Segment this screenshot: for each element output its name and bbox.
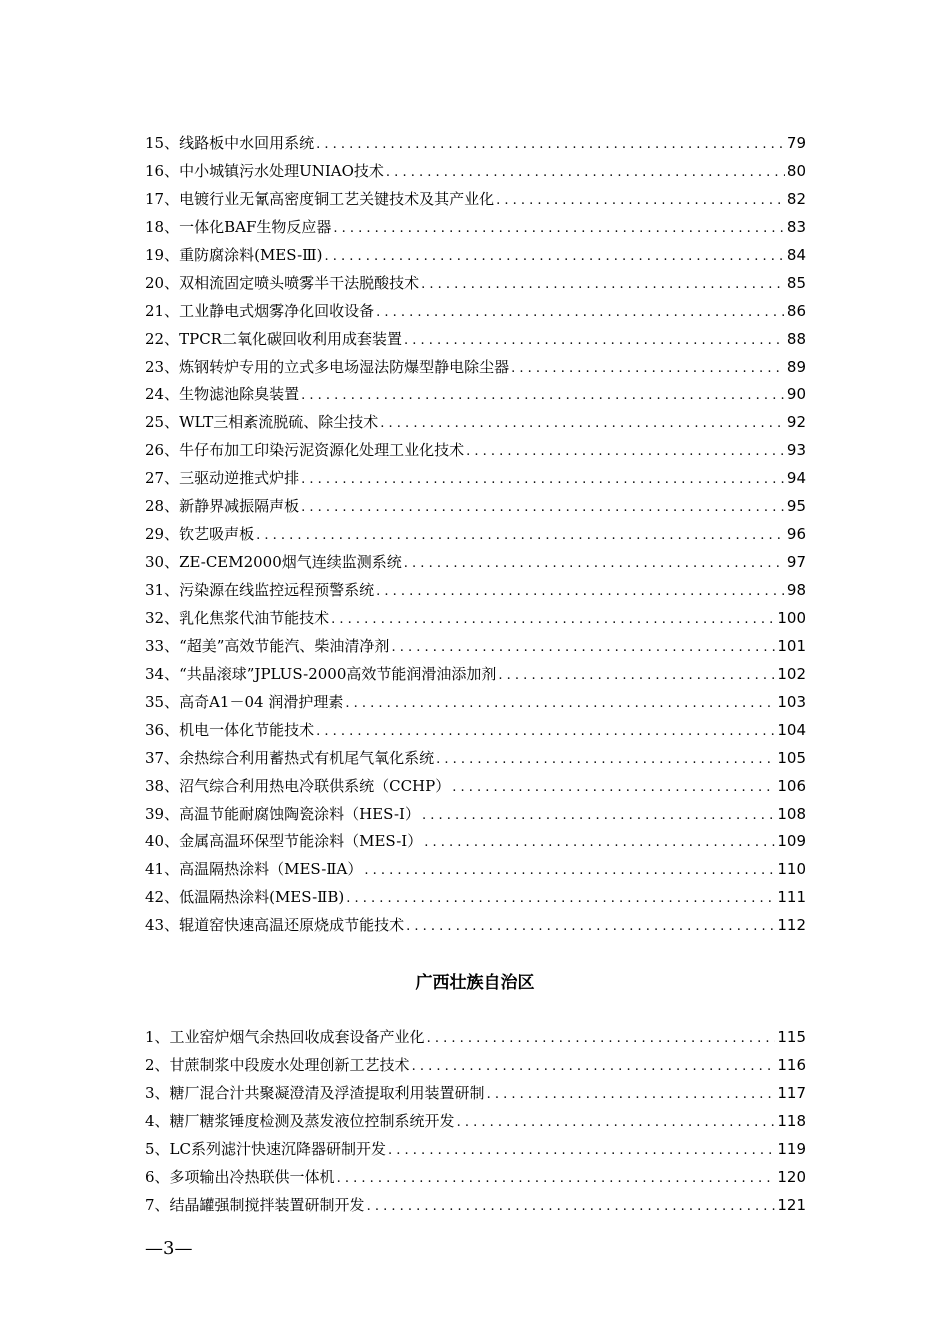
- toc-entry-number: 16、: [145, 161, 180, 180]
- toc-entry-title: 乳化焦浆代油节能技术: [179, 608, 330, 627]
- toc-entry-title: 中小城镇污水处理UNIAO技术: [179, 161, 384, 180]
- dot-leader: [406, 913, 775, 940]
- toc-entry-number: 35、: [145, 692, 180, 711]
- toc-entry-number: 2、: [145, 1055, 170, 1074]
- toc-entry-number: 26、: [145, 441, 180, 460]
- toc-entry-page: 108: [777, 804, 806, 823]
- dot-leader: [422, 802, 775, 829]
- toc-entry-title: 双相流固定喷头喷雾半干法脱酸技术: [179, 273, 420, 292]
- toc-entry-number: 21、: [145, 301, 180, 320]
- toc-entry[interactable]: [145, 549, 806, 577]
- toc-entry[interactable]: [145, 1192, 806, 1220]
- toc-entry-page: 118: [777, 1111, 806, 1130]
- toc-list-part2: [145, 1024, 806, 1220]
- toc-list-part1: [145, 130, 806, 940]
- dot-leader: [367, 1193, 776, 1220]
- toc-entry-page: 95: [786, 497, 806, 516]
- toc-entry-title: 工业窑炉烟气余热回收成套设备产业化: [169, 1028, 425, 1046]
- toc-entry-page: 116: [777, 1055, 806, 1074]
- toc-entry-page: 121: [777, 1195, 806, 1214]
- toc-entry-title: 新静界减振隔声板: [179, 497, 300, 516]
- toc-entry-number: 42、: [145, 888, 180, 907]
- toc-entry-page: 120: [777, 1167, 806, 1186]
- toc-entry-number: 34、: [145, 664, 180, 683]
- toc-entry-title: 高温隔热涂料（MES-ⅡA）: [179, 860, 363, 879]
- dot-leader: [346, 885, 775, 912]
- toc-entry-title: 重防腐涂料(MES-Ⅲ): [179, 245, 323, 264]
- toc-entry[interactable]: [145, 214, 806, 242]
- toc-entry[interactable]: [145, 326, 806, 354]
- toc-entry-number: 18、: [145, 217, 180, 236]
- toc-entry-title: 机电一体化节能技术: [179, 720, 315, 739]
- toc-entry-title: 钦艺吸声板: [179, 525, 255, 544]
- dot-leader: [316, 718, 775, 745]
- toc-entry-title: 高奇A1－04 润滑护理素: [179, 692, 344, 711]
- dot-leader: [391, 634, 775, 661]
- dot-leader: [301, 466, 785, 493]
- toc-entry-page: 90: [786, 385, 806, 404]
- toc-entry-number: 32、: [145, 608, 180, 627]
- toc-entry-page: 109: [777, 832, 806, 851]
- toc-entry-number: 38、: [145, 776, 180, 795]
- toc-entry-page: 82: [786, 189, 806, 208]
- toc-entry-title: 辊道窑快速高温还原烧成节能技术: [179, 916, 405, 935]
- toc-entry-page: 100: [777, 608, 806, 627]
- toc-entry-number: 33、: [145, 636, 180, 655]
- toc-entry-title: 工业静电式烟雾净化回收设备: [179, 301, 375, 320]
- toc-entry-page: 112: [777, 916, 806, 935]
- toc-entry-number: 3、: [145, 1083, 170, 1102]
- toc-entry-title: 沼气综合利用热电冷联供系统（CCHP）: [179, 776, 451, 795]
- toc-entry-page: 101: [777, 636, 806, 655]
- toc-entry[interactable]: [145, 242, 806, 270]
- toc-entry-number: 37、: [145, 748, 180, 767]
- toc-entry-page: 119: [777, 1139, 806, 1158]
- dot-leader: [301, 494, 785, 521]
- toc-entry-number: 5、: [145, 1139, 170, 1158]
- toc-entry[interactable]: [145, 158, 806, 186]
- dot-leader: [376, 578, 785, 605]
- toc-entry-number: 41、: [145, 860, 180, 879]
- dot-leader: [316, 131, 785, 158]
- dot-leader: [380, 410, 785, 437]
- dot-leader: [331, 606, 775, 633]
- toc-entry-title: WLT三相紊流脱硫、除尘技术: [179, 413, 379, 432]
- toc-entry[interactable]: [145, 1024, 806, 1052]
- toc-entry-title: 糖厂混合汁共聚凝澄清及浮渣提取利用装置研制: [169, 1083, 485, 1102]
- toc-entry[interactable]: [145, 437, 806, 465]
- dot-leader: [388, 1137, 775, 1164]
- toc-entry[interactable]: [145, 1108, 806, 1136]
- toc-entry-title: 电镀行业无氰高密度铜工艺关键技术及其产业化: [179, 189, 495, 208]
- dot-leader: [386, 159, 785, 186]
- toc-entry-title: 牛仔布加工印染污泥资源化处理工业化技术: [179, 441, 465, 460]
- toc-entry-page: 117: [777, 1083, 806, 1102]
- toc-entry[interactable]: [145, 884, 806, 912]
- toc-entry-title: TPCR二氧化碳回收利用成套装置: [179, 329, 402, 348]
- dot-leader: [404, 550, 785, 577]
- dot-leader: [452, 774, 775, 801]
- toc-entry-number: 24、: [145, 385, 180, 404]
- toc-entry-page: 93: [786, 441, 806, 460]
- toc-entry-number: 7、: [145, 1195, 170, 1214]
- toc-entry[interactable]: [145, 745, 806, 773]
- toc-entry-title: 糖厂糖浆锤度检测及蒸发液位控制系统开发: [169, 1111, 455, 1130]
- toc-entry[interactable]: [145, 465, 806, 493]
- toc-entry-title: 三驱动逆推式炉排: [179, 469, 300, 488]
- toc-entry-number: 29、: [145, 525, 180, 544]
- toc-entry[interactable]: [145, 521, 806, 549]
- toc-entry[interactable]: [145, 1080, 806, 1108]
- toc-entry-title: “共晶滚球”JPLUS-2000高效节能润滑油添加剂: [179, 664, 497, 683]
- toc-entry-number: 6、: [145, 1167, 170, 1186]
- section-title: 广西壮族自治区: [415, 973, 535, 993]
- dot-leader: [345, 690, 775, 717]
- toc-entry[interactable]: [145, 661, 806, 689]
- toc-entry[interactable]: [145, 689, 806, 717]
- dot-leader: [421, 271, 785, 298]
- toc-entry[interactable]: [145, 605, 806, 633]
- dot-leader: [404, 327, 785, 354]
- toc-entry-page: 102: [777, 664, 806, 683]
- toc-entry-number: 43、: [145, 916, 180, 935]
- toc-entry[interactable]: [145, 298, 806, 326]
- dot-leader: [427, 1025, 776, 1052]
- toc-entry-number: 19、: [145, 245, 180, 264]
- toc-entry-title: 高温节能耐腐蚀陶瓷涂料（HES-I）: [179, 804, 420, 823]
- dot-leader: [466, 438, 785, 465]
- toc-entry-title: 结晶罐强制搅拌装置研制开发: [169, 1195, 365, 1214]
- toc-entry-number: 36、: [145, 720, 180, 739]
- toc-entry-title: 炼钢转炉专用的立式多电场湿法防爆型静电除尘器: [179, 357, 510, 376]
- toc-entry-title: 污染源在线监控远程预警系统: [179, 581, 375, 599]
- toc-entry-title: ZE-CEM2000烟气连续监测系统: [179, 553, 402, 572]
- toc-entry-number: 17、: [145, 189, 180, 208]
- toc-entry-page: 83: [786, 217, 806, 236]
- toc-entry-number: 30、: [145, 553, 180, 572]
- toc-entry-page: 84: [786, 245, 806, 264]
- toc-entry[interactable]: [145, 801, 806, 829]
- toc-entry-title: 余热综合利用蓄热式有机尾气氧化系统: [179, 748, 435, 767]
- toc-entry[interactable]: [145, 633, 806, 661]
- toc-entry-title: 生物滤池除臭装置: [179, 385, 300, 404]
- toc-entry-number: 28、: [145, 497, 180, 516]
- toc-entry[interactable]: [145, 409, 806, 437]
- toc-entry-number: 22、: [145, 329, 180, 348]
- toc-entry[interactable]: [145, 577, 806, 605]
- toc-entry[interactable]: [145, 1136, 806, 1164]
- dot-leader: [457, 1109, 776, 1136]
- toc-entry-title: 一体化BAF生物反应器: [179, 217, 332, 236]
- toc-entry[interactable]: [145, 1052, 806, 1080]
- dot-leader: [511, 355, 785, 382]
- page-number: —3—: [145, 1238, 193, 1259]
- toc-entry[interactable]: [145, 381, 806, 409]
- toc-entry-page: 85: [786, 273, 806, 292]
- toc-entry-title: LC系列滤汁快速沉降器研制开发: [169, 1139, 386, 1158]
- toc-entry-title: 多项输出冷热联供一体机: [169, 1167, 335, 1186]
- toc-entry[interactable]: [145, 186, 806, 214]
- dot-leader: [487, 1081, 776, 1108]
- toc-entry-page: 115: [777, 1028, 806, 1046]
- dot-leader: [301, 382, 785, 409]
- toc-entry-title: 甘蔗制浆中段废水处理创新工艺技术: [169, 1055, 410, 1074]
- toc-entry[interactable]: [145, 130, 806, 158]
- dot-leader: [424, 829, 775, 856]
- toc-entry-page: 98: [786, 581, 806, 599]
- dot-leader: [324, 243, 784, 270]
- toc-entry-number: 20、: [145, 273, 180, 292]
- toc-entry[interactable]: [145, 912, 806, 940]
- dot-leader: [337, 1165, 776, 1192]
- dot-leader: [498, 662, 775, 689]
- toc-entry-page: 92: [786, 413, 806, 432]
- toc-entry-page: 103: [777, 692, 806, 711]
- toc-entry-title: “超美”高效节能汽、柴油清净剂: [179, 636, 390, 655]
- dot-leader: [436, 746, 775, 773]
- toc-entry-page: 111: [777, 888, 806, 907]
- toc-entry-title: 金属高温环保型节能涂料（MES-I）: [179, 832, 423, 851]
- toc-entry-number: 31、: [145, 581, 180, 599]
- toc-entry-page: 94: [786, 469, 806, 488]
- toc-entry-page: 96: [786, 525, 806, 544]
- dot-leader: [333, 215, 785, 242]
- toc-entry-number: 15、: [145, 134, 180, 152]
- toc-entry[interactable]: [145, 828, 806, 856]
- toc-entry-page: 105: [777, 748, 806, 767]
- toc-entry[interactable]: [145, 717, 806, 745]
- toc-entry-number: 1、: [145, 1028, 170, 1046]
- toc-entry-title: 线路板中水回用系统: [179, 134, 315, 152]
- toc-entry[interactable]: [145, 856, 806, 884]
- dot-leader: [412, 1053, 776, 1080]
- toc-entry-number: 23、: [145, 357, 180, 376]
- toc-entry-number: 39、: [145, 804, 180, 823]
- dot-leader: [256, 522, 785, 549]
- toc-entry-page: 89: [786, 357, 806, 376]
- toc-entry-page: 79: [786, 134, 806, 152]
- toc-entry-page: 110: [777, 860, 806, 879]
- dot-leader: [376, 299, 785, 326]
- toc-entry-page: 88: [786, 329, 806, 348]
- toc-entry[interactable]: [145, 1164, 806, 1192]
- dot-leader: [496, 187, 785, 214]
- toc-entry[interactable]: [145, 354, 806, 382]
- toc-entry-number: 4、: [145, 1111, 170, 1130]
- toc-entry-page: 97: [786, 553, 806, 572]
- toc-entry-title: 低温隔热涂料(MES-ⅡB): [179, 888, 345, 907]
- toc-entry-page: 106: [777, 776, 806, 795]
- dot-leader: [364, 857, 775, 884]
- toc-entry-page: 104: [777, 720, 806, 739]
- toc-entry-number: 25、: [145, 413, 180, 432]
- toc-entry-number: 27、: [145, 469, 180, 488]
- toc-entry-page: 80: [786, 161, 806, 180]
- toc-entry[interactable]: [145, 270, 806, 298]
- toc-entry-number: 40、: [145, 832, 180, 851]
- toc-entry[interactable]: [145, 493, 806, 521]
- toc-entry-page: 86: [786, 301, 806, 320]
- toc-entry[interactable]: [145, 773, 806, 801]
